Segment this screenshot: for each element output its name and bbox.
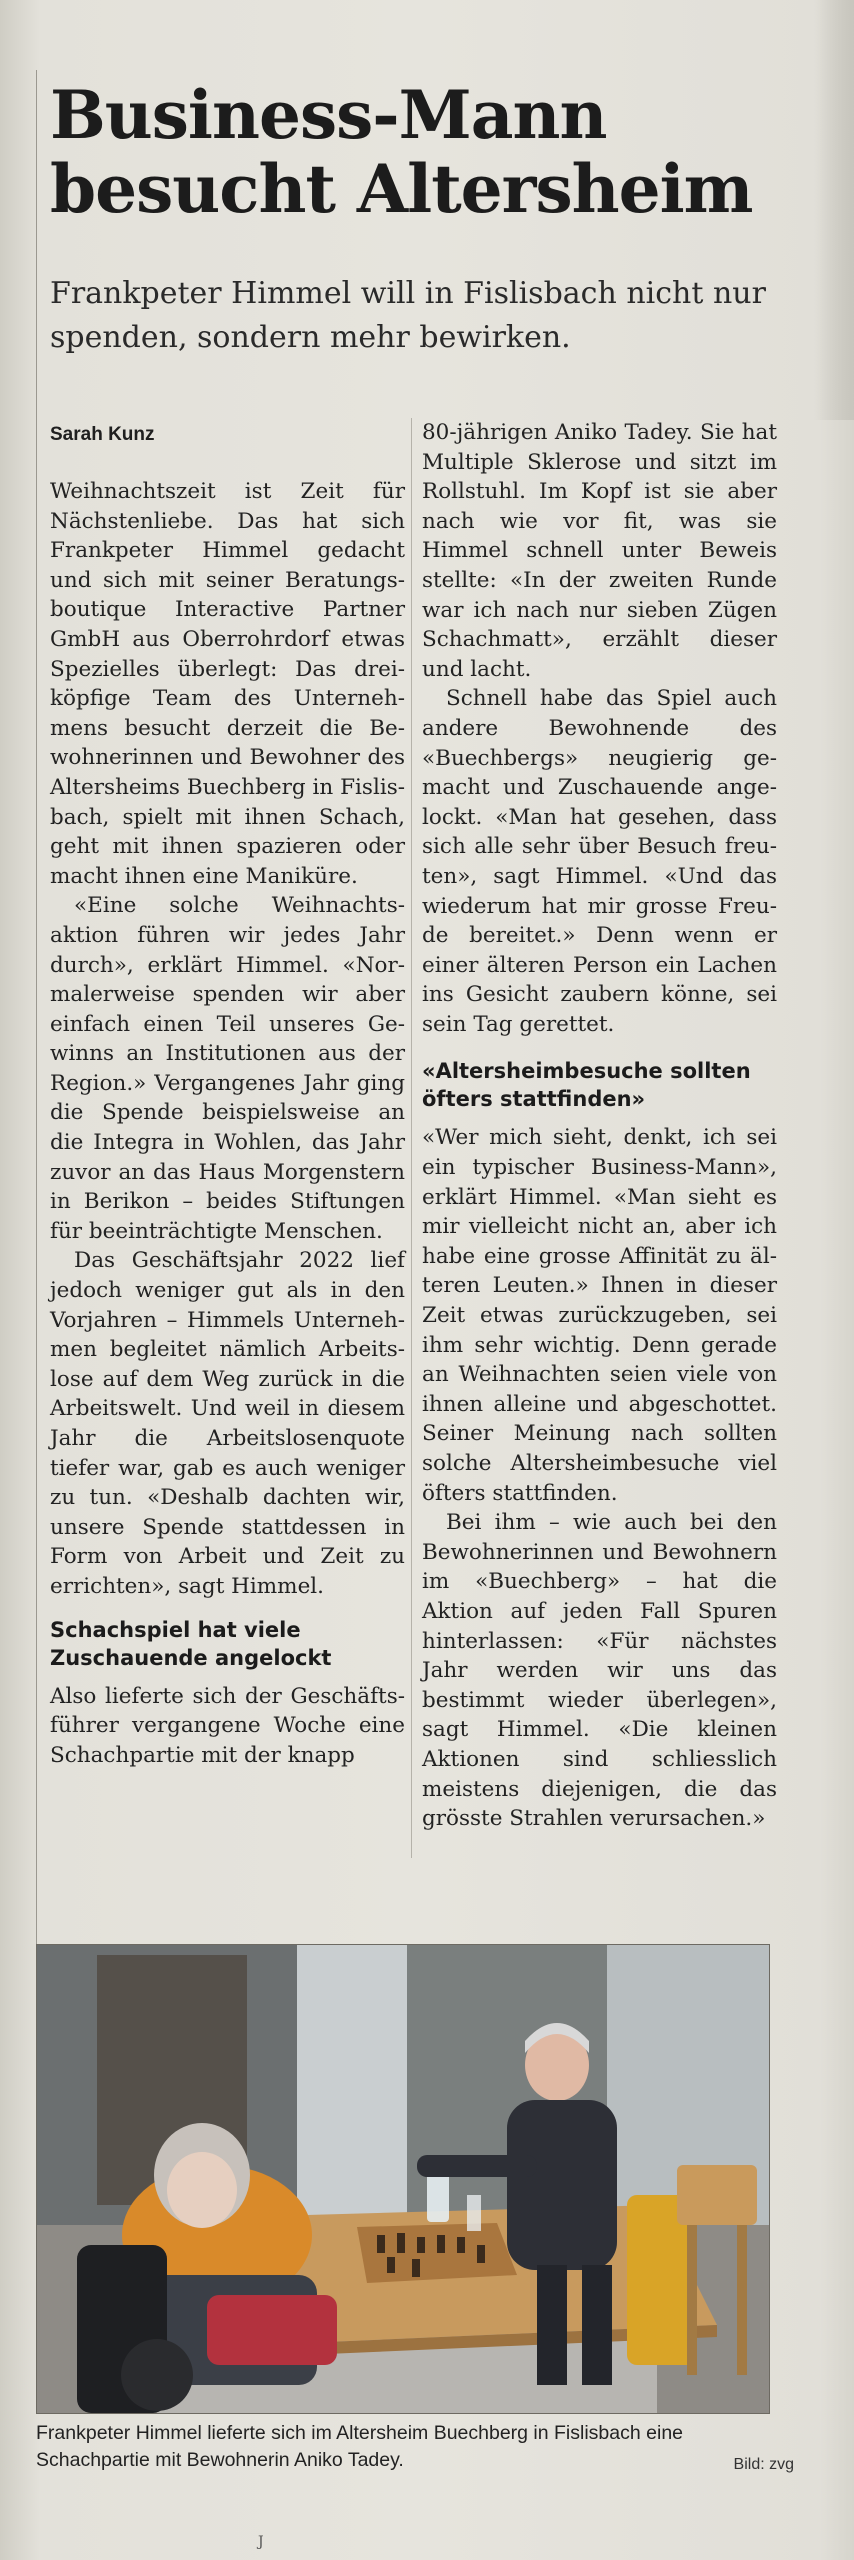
headline (50, 78, 770, 226)
photo-credit: Bild: zvg (733, 2456, 794, 2473)
photo-caption: Frankpeter Himmel lieferte sich im Altersheim Buechberg in Fislisbach eine Schachpartie mit Bewohnerin Aniko Tadey. (36, 2422, 684, 2471)
paragraph: Schnell habe das Spiel auch andere Bewohnende des «Buechbergs» neugierig gemacht und Zuschauende angelockt. «Man hat gesehen, dass sich alle sehr über Besuch freuten», sagt Himmel. «Und das wiederum hat mir grosse Freude bereitet.» Denn wenn er einer älteren Person ein Lachen ins Gesicht zaubern könne, sei sein Tag gerettet. (422, 686, 777, 1037)
page-mark: J (258, 2534, 264, 2550)
article-column-2 (422, 418, 777, 1834)
paragraph: «Eine solche Weihnachtsaktion führen wir jedes Jahr durch», erklärt Himmel. «Normalerweise spenden wir aber einfach einen Teil unseres Gewinns an Institutionen aus der Region.» Vergangenes Jahr ging die Spende beispielsweise an die Integra in Wohlen, das Jahr zuvor an das Haus Morgenstern in Berikon – beides Stiftungen für beeinträchtigte Menschen. (50, 893, 405, 1244)
subheadline: Frankpeter Himmel will in Fislisbach nicht nur spenden, sondern mehr bewirken. (50, 276, 766, 355)
paragraph: Das Geschäftsjahr 2022 lief jedoch weniger gut als in den Vorjahren – Himmels Unternehmen begleitet nämlich Arbeitslose auf dem Weg zurück in die Arbeitswelt. Und weil in diesem Jahr die Arbeitslosenquote tiefer war, gab es auch weniger zu tun. «Deshalb dachten wir, unsere Spende stattdessen in Form von Arbeit und Zeit zu errichten», sagt Himmel. (50, 1248, 405, 1599)
page-shadow (814, 0, 854, 420)
article-photo (36, 1944, 770, 2414)
headline-line2: besucht Altersheim (50, 150, 753, 228)
column-rule-left (36, 70, 37, 1950)
paragraph: «Wer mich sieht, denkt, ich sei ein typischer Business-Mann», erklärt Himmel. «Man sieht es mir vielleicht nicht an, aber ich habe eine grosse Affinität zu älteren Leuten.» Ihnen in dieser Zeit etwas zurückzugeben, sei ihm sehr wichtig. Denn gerade an Weihnachten seien viele von ihnen alleine und abgeschottet. Seiner Meinung nach sollten solche Altersheimbesuche viel öfters stattfinden. (422, 1125, 777, 1506)
chess-scene-illustration (37, 1945, 769, 2413)
headline-line1: Business-Mann (50, 76, 607, 154)
author-byline: Sarah Kunz (50, 424, 155, 445)
column-divider (411, 418, 412, 1858)
section-heading: «Altersheimbesuche sollten öfters stattfinden» (422, 1059, 751, 1112)
article-column-1 (50, 477, 405, 1770)
paragraph: 80-jährigen Aniko Tadey. Sie hat Multiple Sklerose und sitzt im Rollstuhl. Im Kopf ist sie aber nach wie vor fit, was sie Himmel schnell unter Beweis stellte: «In der zweiten Runde war ich nach nur sieben Zügen Schachmatt», erzählt dieser und lacht. (422, 420, 777, 682)
paragraph: Weihnachtszeit ist Zeit für Nächstenliebe. Das hat sich Frankpeter Himmel gedacht und sich mit seiner Beratungsboutique Interactive Partner GmbH aus Oberrohrdorf etwas Spezielles überlegt: Das dreiköpfige Team des Unternehmens besucht derzeit die Bewohnerinnen und Bewohner des Altersheims Buechberg in Fislisbach, spielt mit ihnen Schach, geht mit ihnen spazieren oder macht ihnen eine Maniküre. (50, 479, 405, 889)
paragraph: Bei ihm – wie auch bei den Bewohnerinnen und Bewohnern im «Buechberg» – hat die Aktion auf jeden Fall Spuren hinterlassen: «Für nächstes Jahr werden wir uns das bestimmt wieder überlegen», sagt Himmel. «Die kleinen Aktionen sind schliesslich meistens diejenigen, die das grösste Strahlen verursachen.» (422, 1510, 777, 1832)
section-heading: Schachspiel hat viele Zuschauende angelockt (50, 1617, 332, 1670)
paragraph: Also lieferte sich der Geschäftsführer vergangene Woche eine Schachpartie mit der knapp (50, 1683, 405, 1768)
